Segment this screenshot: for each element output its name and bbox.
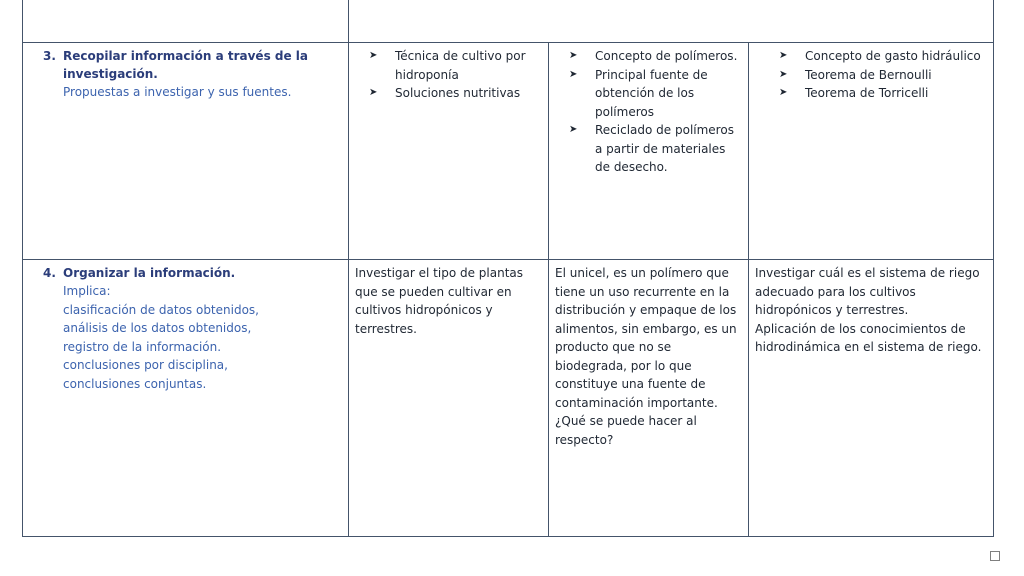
step-3-physics-cell [749,43,994,260]
subtitle-line: conclusiones por disciplina, [63,358,228,372]
cell-text: Investigar el tipo de plantas que se pueden cultivar en cultivos hidropónicos y terrestres. [355,266,524,336]
step-3-subtitle [29,83,342,102]
list-item [755,47,987,66]
arrow-bullet-icon: ➤ [569,124,578,135]
step-3-heading [29,47,342,83]
list-item-text: Reciclado de polímeros a partir de materiales de desecho. [595,123,734,174]
arrow-bullet-icon: ➤ [569,50,578,61]
list-item-text: Soluciones nutritivas [395,86,521,100]
table-row-step-3 [23,43,994,260]
list-item [755,66,987,85]
arrow-bullet-icon: ➤ [779,68,788,80]
subtitle-line: clasificación de datos obtenidos, [63,302,259,317]
step-4-subtitle [29,282,342,393]
list-item [355,84,542,103]
step-3-cell [23,43,349,260]
step-number: 3. [43,49,56,63]
table-cell [349,0,994,43]
list-item [555,121,742,177]
subtitle-line: análisis de los datos obtenidos, [63,321,252,335]
table-resize-handle[interactable] [990,551,1000,561]
step-title: Organizar la información. [63,266,236,280]
bullet-list [755,47,987,103]
step-3-chemistry-cell [549,43,749,260]
step-4-cell [23,260,349,537]
table-row-partial-top [23,0,994,43]
cell-text-line: Aplicación de los conocimientos de hidrodinámica en el sistema de riego. [755,321,982,354]
list-item [555,47,742,66]
arrow-bullet-icon: ➤ [369,87,378,98]
list-item-text: Teorema de Torricelli [805,86,929,100]
subtitle-line: conclusiones conjuntas. [63,376,207,391]
step-title: Recopilar información a través de la investigación. [63,49,309,81]
table-row-step-4 [23,260,994,537]
cell-text: El unicel, es un polímero que tiene un uso recurrente en la distribución y empaque de los alimentos, sin embargo, es un producto que no se biodegrada, por lo que constituye una fuente de contaminación importante. ¿Qué se puede hacer al respecto? [555,266,737,447]
arrow-bullet-icon: ➤ [369,50,378,61]
subtitle-line: Implica: [63,284,111,298]
arrow-bullet-icon: ➤ [569,68,578,80]
cell-text-line: Investigar cuál es el sistema de riego adecuado para los cultivos hidropónicos y terrestres. [755,266,980,317]
bullet-list [555,47,742,177]
step-number: 4. [43,266,56,280]
step-4-physics-cell [749,260,994,537]
arrow-bullet-icon: ➤ [779,50,788,61]
planning-table [22,0,994,537]
list-item-text: Concepto de gasto hidráulico [805,49,981,63]
list-item [555,66,742,122]
table-cell [23,0,349,43]
bullet-list [355,47,542,103]
step-4-chemistry-cell [549,260,749,537]
subtitle-line: registro de la información. [63,339,222,354]
list-item-text: Teorema de Bernoulli [805,67,932,82]
step-4-heading [29,264,342,282]
list-item-text: Técnica de cultivo por hidroponía [395,49,526,82]
arrow-bullet-icon: ➤ [779,87,788,98]
step-4-biology-cell [349,260,549,537]
list-item [755,84,987,103]
step-3-biology-cell [349,43,549,260]
subtitle-line: Propuestas a investigar y sus fuentes. [63,85,292,99]
list-item-text: Principal fuente de obtención de los polímeros [595,67,708,119]
list-item-text: Concepto de polímeros. [595,49,738,63]
list-item [355,47,542,84]
